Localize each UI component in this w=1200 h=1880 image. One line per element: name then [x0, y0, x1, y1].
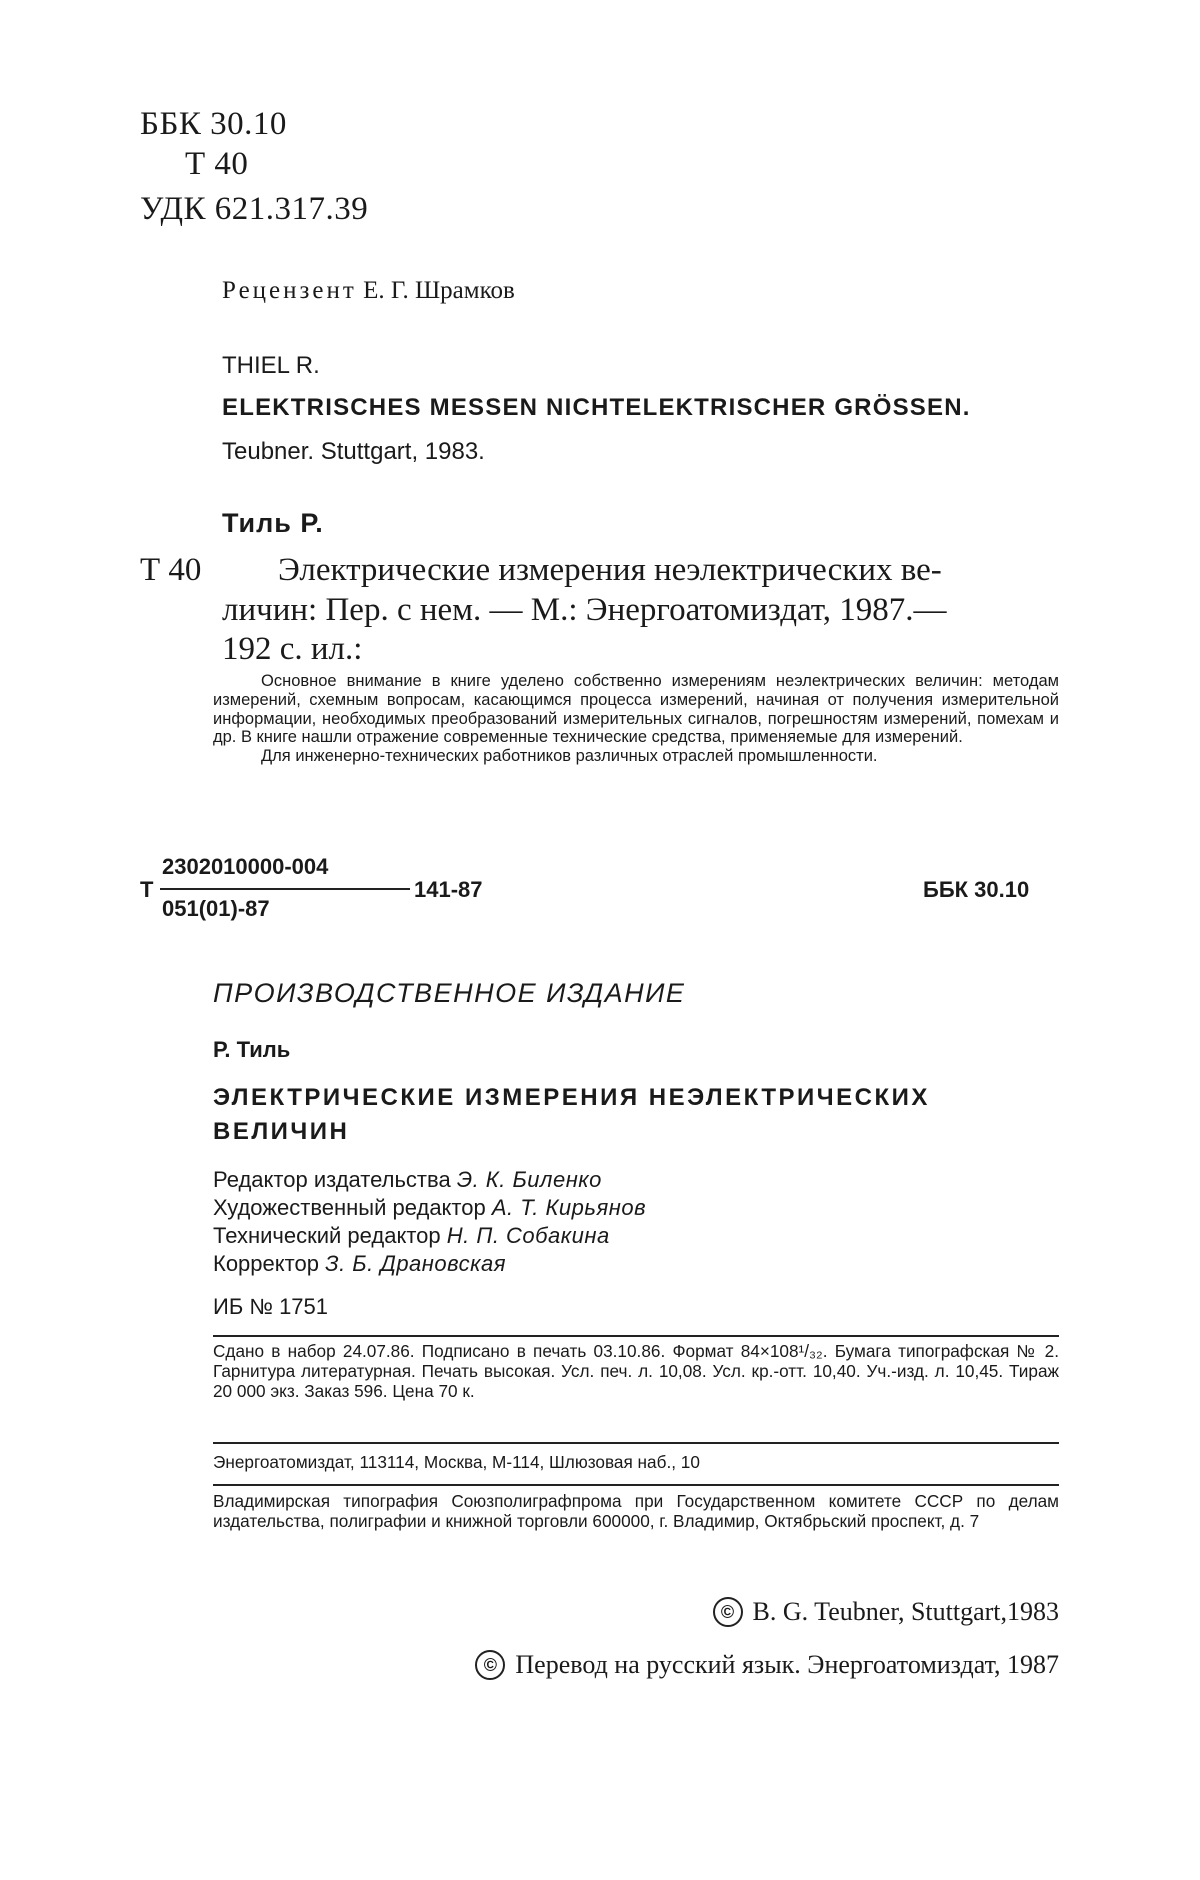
signature-number: 141-87	[414, 877, 483, 902]
abstract-audience: Для инженерно-технических работников различных отраслей промышленности.	[261, 747, 878, 766]
main-entry-line2: личин: Пер. с нем. — М.: Энергоатомиздат, 1987.—	[222, 592, 947, 628]
credit-tech-editor: Технический редактор Н. П. Собакина	[213, 1223, 610, 1248]
reviewer-name: Е. Г. Шрамков	[363, 277, 515, 304]
udk-code: УДК 621.317.39	[140, 191, 369, 227]
credits	[213, 1166, 646, 1278]
divider	[213, 1484, 1059, 1486]
copyright-icon: ©	[713, 1597, 743, 1627]
imprint-title-line2: ВЕЛИЧИН	[213, 1118, 350, 1145]
publisher-address: Энергоатомиздат, 113114, Москва, М-114, Шлюзовая наб., 10	[213, 1452, 700, 1472]
divider	[213, 1335, 1059, 1337]
signature-letter: Т	[140, 877, 154, 902]
ib-number: ИБ № 1751	[213, 1294, 329, 1319]
copyright-icon: ©	[475, 1650, 505, 1680]
copyright-original: © B. G. Teubner, Stuttgart,1983	[713, 1597, 1059, 1627]
abstract	[213, 672, 1059, 766]
print-details: Сдано в набор 24.07.86. Подписано в печать 03.10.86. Формат 84×108¹/₃₂. Бумага типографская № 2. Гарнитура литературная. Печать высокая. Усл. печ. л. 10,08. Усл. кр.-отт. 10,40. Уч.-изд. л. 10,45. Тираж 20 000 экз. Заказ 596. Цена 70 к.	[213, 1341, 1059, 1401]
reviewer-line	[222, 277, 515, 305]
abstract-paragraph: Основное внимание в книге уделено собственно измерениям неэлектрических величин: методам измерений, схемным вопросам, касающимся процесса измерений, начиная от получения измерительной информации, необходимых преобразований измерительных сигналов, погрешностям измерений, помехам и др. В книге нашли отражение современные технические средства, применяемые для измерений.	[213, 672, 1059, 747]
original-publisher: Teubner. Stuttgart, 1983.	[222, 438, 485, 465]
divider	[213, 1442, 1059, 1444]
signature-fraction-line	[160, 888, 410, 890]
original-author: THIEL R.	[222, 352, 320, 379]
main-entry-line3: 192 с. ил.:	[222, 631, 363, 667]
credit-art-editor: Художественный редактор А. Т. Кирьянов	[213, 1195, 647, 1220]
credit-editor: Редактор издательства Э. К. Биленко	[213, 1167, 602, 1192]
main-entry-author: Тиль Р.	[222, 508, 324, 538]
imprint-author: Р. Тиль	[213, 1037, 291, 1062]
printer-info: Владимирская типография Союзполиграфпрома при Государственном комитете СССР по делам издательства, полиграфии и книжной торговли 600000, г. Владимир, Октябрьский проспект, д. 7	[213, 1491, 1059, 1531]
main-entry-line1: Электрические измерения неэлектрических ве-	[278, 552, 942, 588]
bbk-code: ББК 30.10	[140, 106, 287, 142]
credit-proofreader: Корректор З. Б. Драновская	[213, 1251, 507, 1276]
signature-bbk: ББК 30.10	[923, 877, 1030, 902]
signature-denominator: 051(01)-87	[162, 896, 270, 921]
main-entry-mark: Т 40	[140, 552, 202, 588]
imprint-title-line1: ЭЛЕКТРИЧЕСКИЕ ИЗМЕРЕНИЯ НЕЭЛЕКТРИЧЕСКИХ	[213, 1084, 930, 1111]
signature-numerator: 2302010000-004	[162, 854, 329, 879]
original-title: ELEKTRISCHES MESSEN NICHTELEKTRISCHER GRÖSSEN.	[222, 394, 971, 421]
edition-type: ПРОИЗВОДСТВЕННОЕ ИЗДАНИЕ	[213, 978, 686, 1008]
author-mark: Т 40	[185, 146, 249, 182]
copyright-translation: © Перевод на русский язык. Энергоатомиздат, 1987	[475, 1650, 1059, 1680]
reviewer-label: Рецензент	[222, 277, 357, 304]
